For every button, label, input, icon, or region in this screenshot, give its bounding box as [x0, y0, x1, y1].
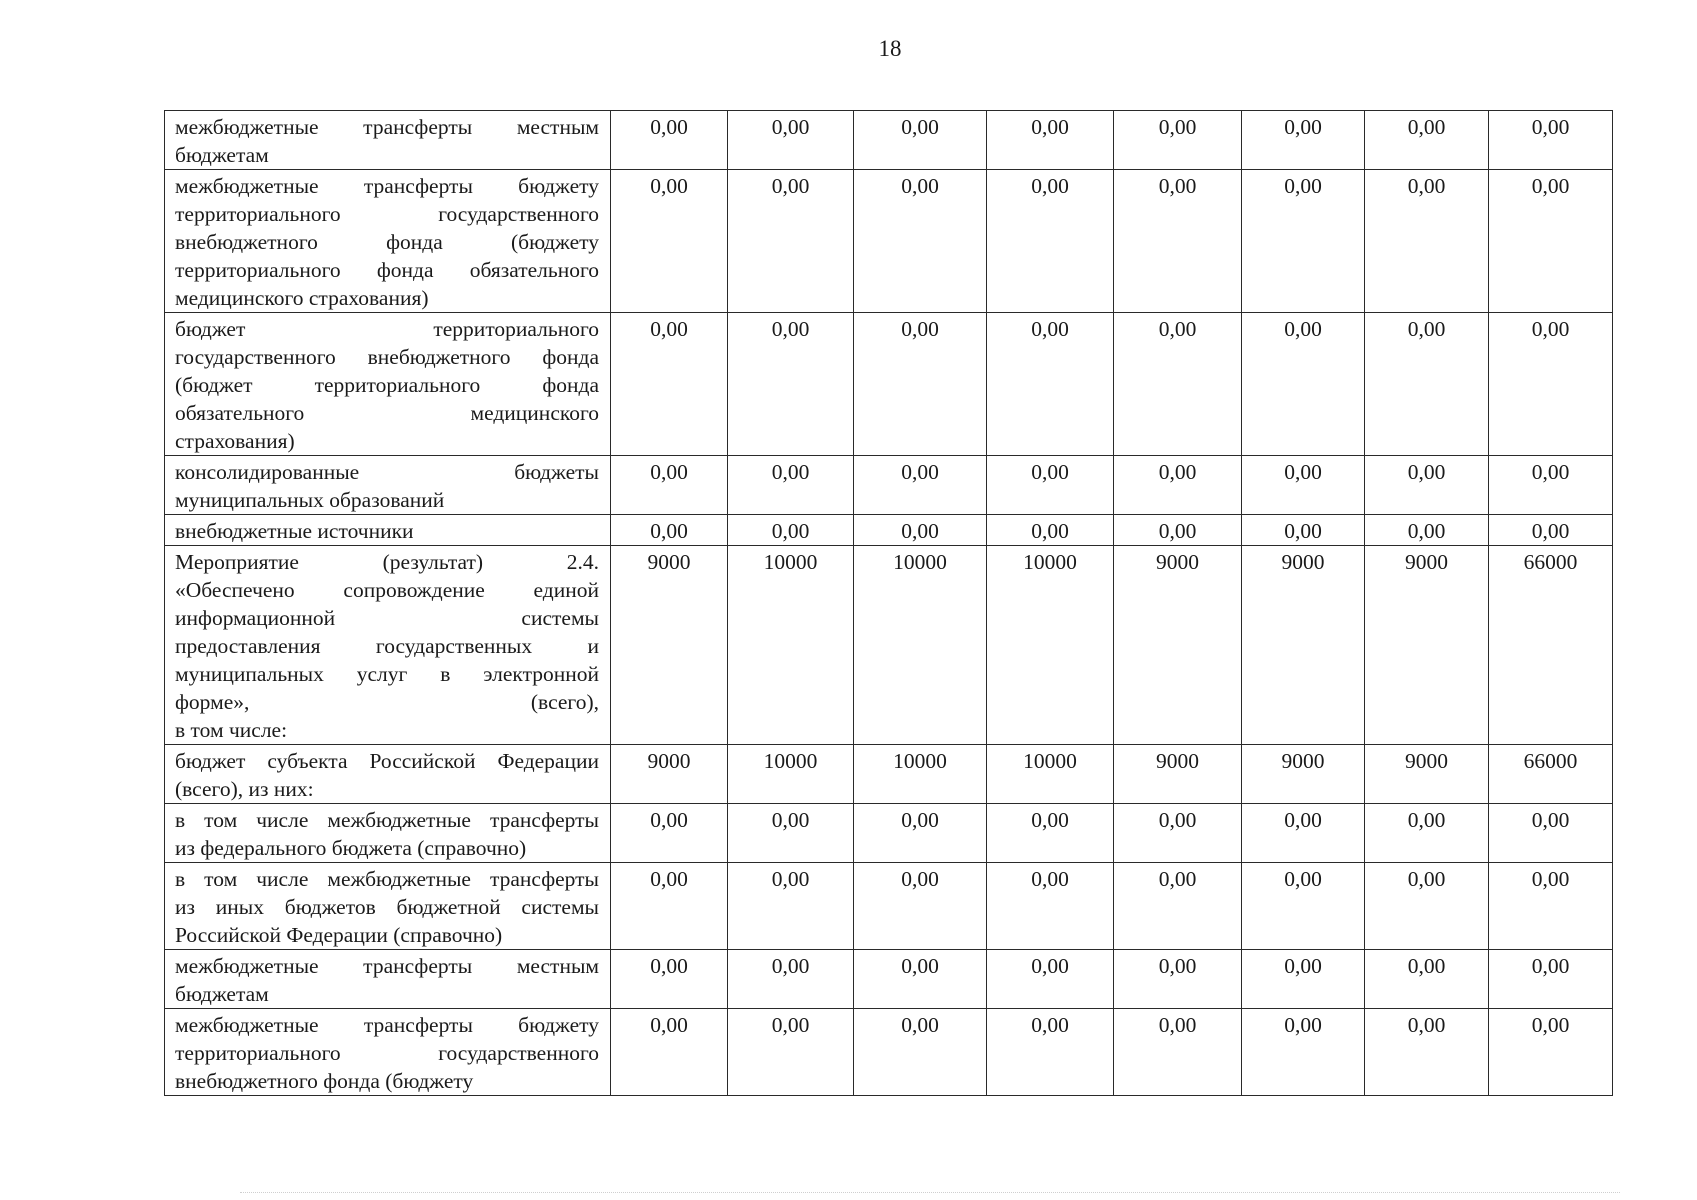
- value-cell: 9000: [1242, 546, 1365, 745]
- row-label: [165, 515, 611, 546]
- table-row: [165, 1009, 1613, 1096]
- value-cell: 0,00: [1114, 515, 1242, 546]
- value-cell: 0,00: [1489, 170, 1613, 313]
- row-label-line: (бюджет территориального фонда: [175, 373, 599, 397]
- value-cell: 0,00: [728, 515, 854, 546]
- value-cell: 0,00: [1242, 111, 1365, 170]
- value-cell: 10000: [987, 745, 1114, 804]
- row-label-line: консолидированные бюджеты: [175, 460, 599, 484]
- budget-table: [164, 110, 1613, 1096]
- row-label-line: Мероприятие (результат) 2.4.: [175, 550, 599, 574]
- row-label-line: в том числе:: [175, 718, 288, 742]
- table-row: [165, 456, 1613, 515]
- row-label: [165, 456, 611, 515]
- value-cell: 0,00: [728, 170, 854, 313]
- row-label-line: бюджетам: [175, 143, 269, 167]
- value-cell: 0,00: [1114, 950, 1242, 1009]
- value-cell: 0,00: [854, 950, 987, 1009]
- value-cell: 0,00: [987, 170, 1114, 313]
- value-cell: 10000: [987, 546, 1114, 745]
- row-label: [165, 745, 611, 804]
- value-cell: 0,00: [1489, 804, 1613, 863]
- row-label-line: медицинского страхования): [175, 286, 429, 310]
- row-label: [165, 804, 611, 863]
- value-cell: 9000: [611, 745, 728, 804]
- row-label: [165, 313, 611, 456]
- value-cell: 0,00: [1242, 515, 1365, 546]
- value-cell: 9000: [1114, 546, 1242, 745]
- row-label-line: внебюджетные источники: [175, 519, 414, 543]
- row-label-line: внебюджетного фонда (бюджету: [175, 1069, 474, 1093]
- value-cell: 0,00: [611, 170, 728, 313]
- value-cell: 0,00: [854, 863, 987, 950]
- value-cell: 0,00: [611, 111, 728, 170]
- value-cell: 0,00: [1489, 456, 1613, 515]
- value-cell: 0,00: [1365, 515, 1489, 546]
- row-label-line: межбюджетные трансферты местным: [175, 954, 599, 978]
- value-cell: 0,00: [1242, 313, 1365, 456]
- row-label-line: из федерального бюджета (справочно): [175, 836, 527, 860]
- value-cell: 9000: [1365, 546, 1489, 745]
- value-cell: 0,00: [728, 313, 854, 456]
- row-label: [165, 1009, 611, 1096]
- table-row: [165, 313, 1613, 456]
- value-cell: 10000: [854, 546, 987, 745]
- value-cell: 0,00: [1489, 515, 1613, 546]
- value-cell: 0,00: [1242, 863, 1365, 950]
- row-label: [165, 170, 611, 313]
- scan-edge-mark: [240, 1192, 1620, 1193]
- row-label-line: бюджет территориального: [175, 317, 599, 341]
- value-cell: 0,00: [987, 950, 1114, 1009]
- value-cell: 0,00: [611, 313, 728, 456]
- value-cell: 10000: [728, 745, 854, 804]
- value-cell: 0,00: [1489, 313, 1613, 456]
- value-cell: 9000: [611, 546, 728, 745]
- row-label-line: «Обеспечено сопровождение единой: [175, 578, 599, 602]
- row-label-line: территориального фонда обязательного: [175, 258, 599, 282]
- value-cell: 0,00: [728, 863, 854, 950]
- row-label-line: форме», (всего),: [175, 690, 599, 714]
- value-cell: 0,00: [1489, 1009, 1613, 1096]
- value-cell: 0,00: [728, 1009, 854, 1096]
- value-cell: 0,00: [854, 313, 987, 456]
- value-cell: 9000: [1242, 745, 1365, 804]
- row-label-line: предоставления государственных и: [175, 634, 599, 658]
- value-cell: 0,00: [854, 1009, 987, 1096]
- value-cell: 0,00: [987, 804, 1114, 863]
- row-label-line: в том числе межбюджетные трансферты: [175, 808, 599, 832]
- row-label-line: из иных бюджетов бюджетной системы: [175, 895, 599, 919]
- table-row: [165, 515, 1613, 546]
- value-cell: 0,00: [1365, 170, 1489, 313]
- table-row: [165, 804, 1613, 863]
- value-cell: 0,00: [611, 456, 728, 515]
- value-cell: 0,00: [854, 515, 987, 546]
- value-cell: 0,00: [987, 1009, 1114, 1096]
- value-cell: 0,00: [854, 170, 987, 313]
- row-label-line: территориального государственного: [175, 1041, 599, 1065]
- value-cell: 0,00: [1114, 804, 1242, 863]
- value-cell: 0,00: [1114, 111, 1242, 170]
- value-cell: 0,00: [987, 111, 1114, 170]
- value-cell: 0,00: [728, 950, 854, 1009]
- table-row: [165, 546, 1613, 745]
- row-label-line: (всего), из них:: [175, 777, 314, 801]
- row-label-line: обязательного медицинского: [175, 401, 599, 425]
- value-cell: 0,00: [854, 804, 987, 863]
- value-cell: 0,00: [1114, 313, 1242, 456]
- page-number: 18: [878, 36, 902, 61]
- value-cell: 0,00: [728, 111, 854, 170]
- row-label-line: государственного внебюджетного фонда: [175, 345, 599, 369]
- value-cell: 0,00: [1242, 804, 1365, 863]
- value-cell: 66000: [1489, 546, 1613, 745]
- value-cell: 0,00: [1365, 863, 1489, 950]
- value-cell: 0,00: [854, 111, 987, 170]
- value-cell: 0,00: [611, 950, 728, 1009]
- value-cell: 0,00: [611, 1009, 728, 1096]
- value-cell: 0,00: [1365, 456, 1489, 515]
- value-cell: 0,00: [1489, 863, 1613, 950]
- table-row: [165, 111, 1613, 170]
- row-label-line: бюджет субъекта Российской Федерации: [175, 749, 599, 773]
- table-row: [165, 950, 1613, 1009]
- value-cell: 0,00: [987, 863, 1114, 950]
- value-cell: 0,00: [611, 515, 728, 546]
- table-body: [165, 111, 1613, 1096]
- value-cell: 0,00: [1114, 456, 1242, 515]
- value-cell: 0,00: [611, 804, 728, 863]
- row-label-line: внебюджетного фонда (бюджету: [175, 230, 599, 254]
- row-label: [165, 111, 611, 170]
- row-label-line: муниципальных образований: [175, 488, 445, 512]
- value-cell: 0,00: [1242, 170, 1365, 313]
- value-cell: 0,00: [987, 515, 1114, 546]
- table-row: [165, 745, 1613, 804]
- row-label-line: страхования): [175, 429, 295, 453]
- value-cell: 0,00: [1242, 456, 1365, 515]
- row-label: [165, 950, 611, 1009]
- row-label-line: Российской Федерации (справочно): [175, 923, 503, 947]
- row-label-line: муниципальных услуг в электронной: [175, 662, 599, 686]
- table-row: [165, 863, 1613, 950]
- value-cell: 0,00: [1114, 170, 1242, 313]
- value-cell: 66000: [1489, 745, 1613, 804]
- value-cell: 0,00: [987, 313, 1114, 456]
- value-cell: 0,00: [728, 456, 854, 515]
- value-cell: 0,00: [1365, 804, 1489, 863]
- value-cell: 9000: [1365, 745, 1489, 804]
- value-cell: 9000: [1114, 745, 1242, 804]
- value-cell: 0,00: [1242, 950, 1365, 1009]
- row-label-line: межбюджетные трансферты бюджету: [175, 1013, 599, 1037]
- value-cell: 10000: [728, 546, 854, 745]
- row-label-line: информационной системы: [175, 606, 599, 630]
- value-cell: 10000: [854, 745, 987, 804]
- row-label-line: в том числе межбюджетные трансферты: [175, 867, 599, 891]
- value-cell: 0,00: [1114, 1009, 1242, 1096]
- value-cell: 0,00: [1365, 1009, 1489, 1096]
- value-cell: 0,00: [987, 456, 1114, 515]
- value-cell: 0,00: [1365, 111, 1489, 170]
- row-label-line: бюджетам: [175, 982, 269, 1006]
- row-label-line: межбюджетные трансферты местным: [175, 115, 599, 139]
- value-cell: 0,00: [611, 863, 728, 950]
- value-cell: 0,00: [1365, 950, 1489, 1009]
- value-cell: 0,00: [728, 804, 854, 863]
- row-label-line: территориального государственного: [175, 202, 599, 226]
- value-cell: 0,00: [1114, 863, 1242, 950]
- value-cell: 0,00: [1489, 950, 1613, 1009]
- table-row: [165, 170, 1613, 313]
- row-label: [165, 546, 611, 745]
- row-label-line: межбюджетные трансферты бюджету: [175, 174, 599, 198]
- value-cell: 0,00: [1489, 111, 1613, 170]
- value-cell: 0,00: [1365, 313, 1489, 456]
- value-cell: 0,00: [854, 456, 987, 515]
- row-label: [165, 863, 611, 950]
- value-cell: 0,00: [1242, 1009, 1365, 1096]
